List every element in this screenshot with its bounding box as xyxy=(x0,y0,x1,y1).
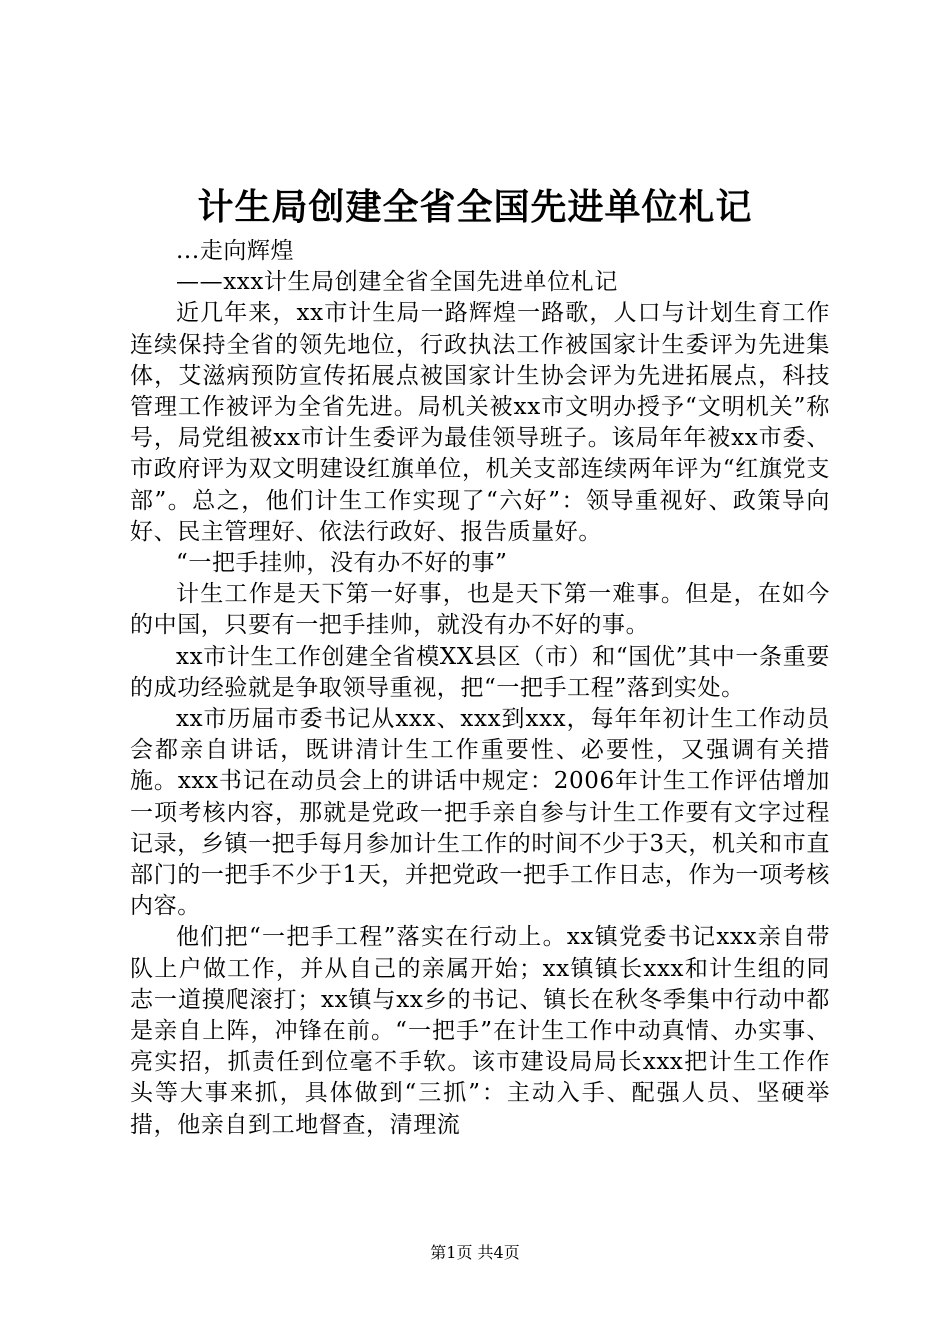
document-title: 计生局创建全省全国先进单位札记 xyxy=(197,187,753,228)
body-paragraph: xx市计生工作创建全省模XX县区（市）和“国优”其中一条重要的成功经验就是争取领导重视，把“一把手工程”落到实处。 xyxy=(130,643,830,701)
body-paragraph: 近几年来，xx市计生局一路辉煌一路歌，人口与计划生育工作连续保持全省的领先地位，行政执法工作被国家计生委评为先进集体，艾滋病预防宣传拓展点被国家计生协会评为先进拓展点，科技管理工作被评为全省先进。局机关被xx市文明办授予“文明机关”称号，局党组被xx市计生委评为最佳领导班子。该局年年被xx市委、市政府评为双文明建设红旗单位，机关支部连续两年评为“红旗党支部”。总之，他们计生工作实现了“六好”：领导重视好、政策导向好、民主管理好、依法行政好、报告质量好。 xyxy=(130,300,830,545)
body-paragraph: xx市历届市委书记从xxx、xxx到xxx，每年年初计生工作动员会都亲自讲话，既讲清计生工作重要性、必要性，又强调有关措施。xxx书记在动员会上的讲话中规定：2006年计生工作评估增加一项考核内容，那就是党政一把手亲自参与计生工作要有文字过程记录，乡镇一把手每月参加计生工作的时间不少于3天，机关和市直部门的一把手不少于1天，并把党政一把手工作日志，作为一项考核内容。 xyxy=(130,706,830,920)
document-body xyxy=(130,236,830,1141)
subtitle-line: ...走向辉煌 xyxy=(176,238,295,264)
body-paragraph: 他们把“一把手工程”落实在行动上。xx镇党委书记xxx亲自带队上户做工作，并从自己的亲属开始；xx镇镇长xxx和计生组的同志一道摸爬滚打；xx镇与xx乡的书记、镇长在秋冬季集中行动中都是亲自上阵，冲锋在前。“一把手”在计生工作中动真情、办实事、亮实招，抓责任到位毫不手软。该市建设局局长xxx把计生工作作头等大事来抓，具体做到“三抓”：主动入手、配强人员、坚硬举措，他亲自到工地督查，清理流 xyxy=(130,924,830,1138)
page-number-footer: 第1页 共4页 xyxy=(430,1243,520,1262)
body-paragraph: 计生工作是天下第一好事，也是天下第一难事。但是，在如今的中国，只要有一把手挂帅，就没有办不好的事。 xyxy=(130,581,830,639)
section-heading: “一把手挂帅，没有办不好的事” xyxy=(176,550,508,577)
subtitle-line: ——xxx计生局创建全省全国先进单位札记 xyxy=(176,269,618,296)
